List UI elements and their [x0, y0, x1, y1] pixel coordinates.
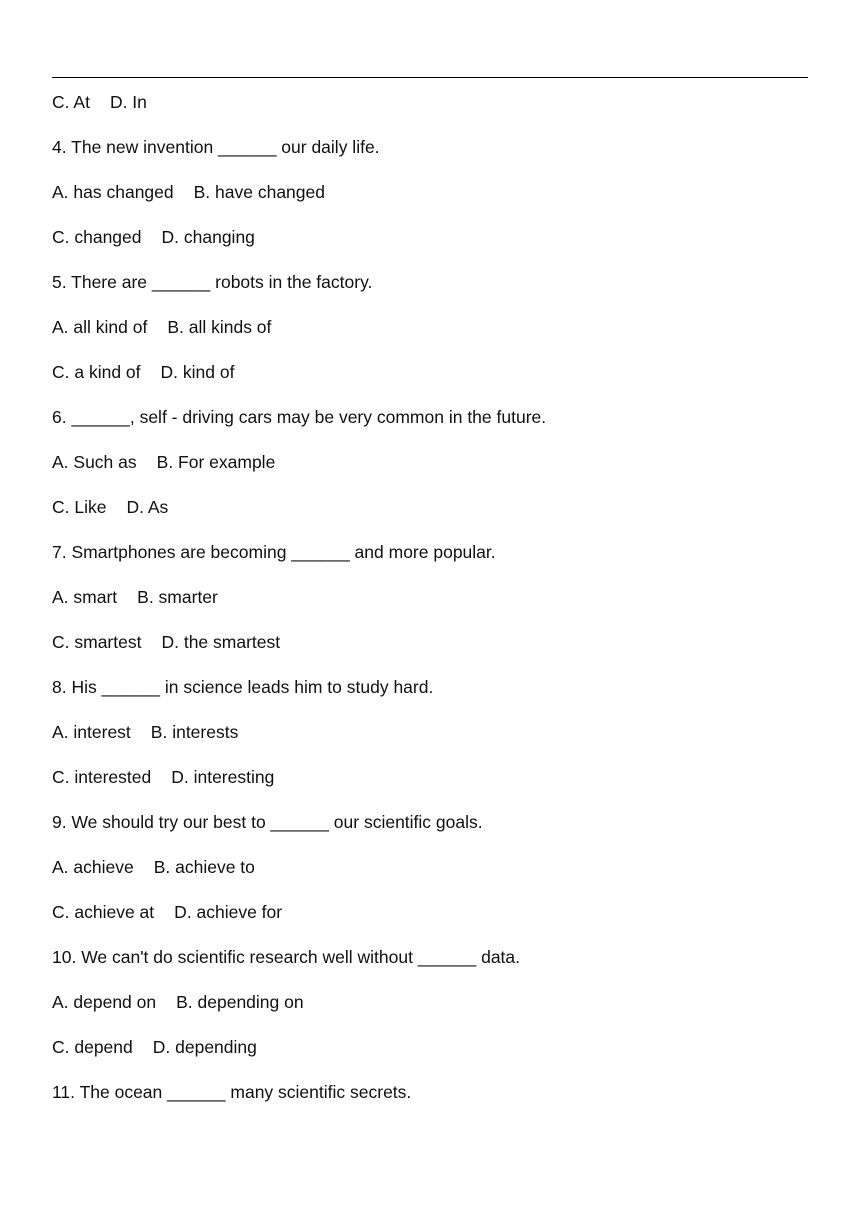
- option-label: A. Such as: [52, 452, 137, 472]
- option-label: B. achieve to: [153, 857, 255, 877]
- option-label: D. interesting: [171, 767, 275, 787]
- options-row: [52, 225, 808, 270]
- option-label: C. smartest: [52, 632, 142, 652]
- question-text: 9. We should try our best to ______ our scientific goals.: [52, 812, 483, 832]
- option-label: D. the smartest: [161, 632, 281, 652]
- option-label: B. smarter: [137, 587, 218, 607]
- options-row: [52, 855, 808, 900]
- option-label: A. achieve: [52, 857, 134, 877]
- option-label: A. has changed: [52, 182, 174, 202]
- options-row: [52, 630, 808, 675]
- option-label: C. a kind of: [52, 362, 141, 382]
- options-row: [52, 765, 808, 810]
- options-row: [52, 450, 808, 495]
- options-row: [52, 495, 808, 540]
- option-label: C. interested: [52, 767, 152, 787]
- worksheet-content: [52, 90, 808, 1125]
- option-label: A. all kind of: [52, 317, 148, 337]
- option-label: C. At: [52, 92, 90, 112]
- options-row: [52, 720, 808, 765]
- option-label: C. changed: [52, 227, 142, 247]
- option-label: B. have changed: [193, 182, 325, 202]
- option-label: C. Like: [52, 497, 107, 517]
- option-label: D. kind of: [160, 362, 235, 382]
- option-label: A. depend on: [52, 992, 157, 1012]
- options-row: [52, 90, 808, 135]
- question-text: 4. The new invention ______ our daily life.: [52, 137, 380, 157]
- options-row: [52, 180, 808, 225]
- options-row: [52, 360, 808, 405]
- options-row: [52, 990, 808, 1035]
- question-text: 11. The ocean ______ many scientific secrets.: [52, 1082, 412, 1102]
- option-label: B. depending on: [176, 992, 304, 1012]
- options-row: [52, 585, 808, 630]
- options-row: [52, 315, 808, 360]
- option-label: D. changing: [161, 227, 255, 247]
- header-rule: [52, 77, 808, 78]
- option-label: A. smart: [52, 587, 118, 607]
- option-label: D. achieve for: [174, 902, 283, 922]
- question-text: 5. There are ______ robots in the factory.: [52, 272, 373, 292]
- option-label: B. interests: [150, 722, 239, 742]
- option-label: B. For example: [156, 452, 276, 472]
- question-text: 8. His ______ in science leads him to study hard.: [52, 677, 434, 697]
- option-label: C. depend: [52, 1037, 133, 1057]
- question-text: 10. We can't do scientific research well without ______ data.: [52, 947, 521, 967]
- options-row: [52, 1035, 808, 1080]
- option-label: D. As: [126, 497, 169, 517]
- question-text: 6. ______, self - driving cars may be very common in the future.: [52, 407, 547, 427]
- option-label: C. achieve at: [52, 902, 155, 922]
- option-label: D. depending: [152, 1037, 257, 1057]
- option-label: B. all kinds of: [167, 317, 272, 337]
- options-row: [52, 900, 808, 945]
- option-label: A. interest: [52, 722, 131, 742]
- option-label: D. In: [109, 92, 147, 112]
- question-text: 7. Smartphones are becoming ______ and more popular.: [52, 542, 496, 562]
